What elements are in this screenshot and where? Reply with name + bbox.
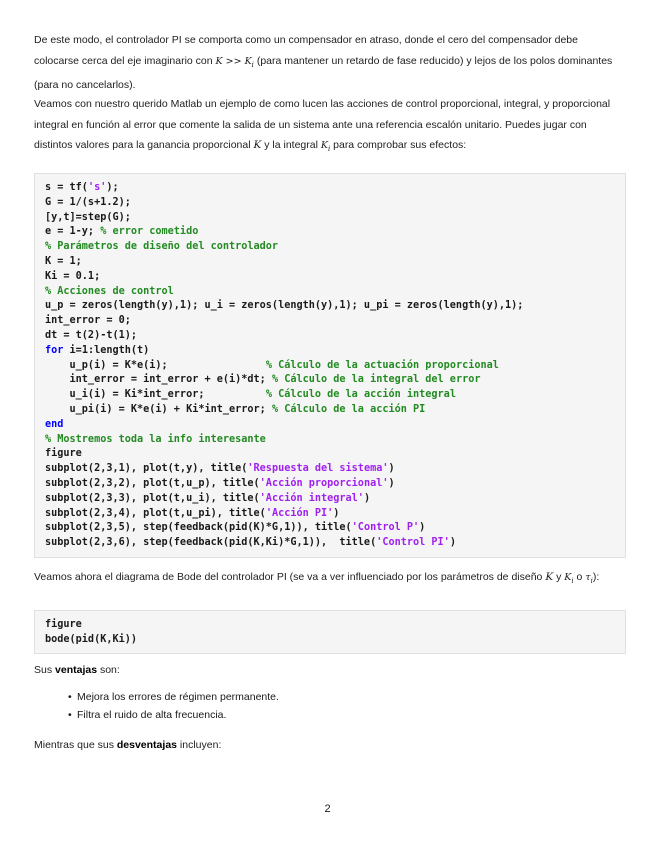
code-token: 'Control PI' [376,537,450,549]
code-block-matlab-pi [34,173,626,558]
code-token: bode(pid(K,Ki)) [45,633,138,645]
code-token: subplot(2,3,1), plot(t,y), title( [45,463,248,475]
code-token: G = 1/(s+1.2); [45,196,131,208]
code-token: ) [363,492,371,504]
code-line [45,507,615,522]
code-token: subplot(2,3,2), plot(t,u_p), title( [45,477,260,489]
code-token: ) [419,522,426,534]
code-token: figure [45,619,82,630]
code-token: subplot(2,3,6), step(feedback(pid(K,Ki)*G,1)), title( [45,537,377,549]
code-token: subplot(2,3,3), plot(t,u_i), title( [45,492,260,504]
code-line [45,285,615,300]
code-token: subplot(2,3,5), step(feedback(pid(K)*G,1)), title( [45,522,352,534]
code-token: dt = t(2)-t(1); [45,329,138,341]
code-token: % Parámetros de diseño del controlador [45,241,279,253]
code-line [45,536,615,551]
paragraph-bode-intro: Veamos ahora el diagrama de Bode del controlador PI (se va a ver influenciado por los parámetros de diseño K y $K_i$ o $\tau_i$): [34,571,600,585]
code-token: Ki = 0.1; [45,270,101,282]
code-token: ) [449,537,456,549]
code-token: ) [388,463,395,475]
code-line [45,418,615,433]
code-token: u_pi(i) = K*e(i) + Ki*int_error; [45,403,272,415]
code-token: 's' [87,182,107,193]
code-token: % Cálculo de la acción integral [265,389,456,401]
code-token: 'Acción proporcional' [259,477,389,489]
code-token: subplot(2,3,4), plot(t,u_pi), title( [45,507,266,519]
code-line [45,388,615,403]
code-token: u_p = zeros(length(y),1); u_i = zeros(length(y),1); u_pi = zeros(length(y),1); [45,300,524,312]
code-line [45,240,615,255]
code-token: ) [388,477,395,489]
code-line [45,433,615,448]
code-line [45,299,615,314]
list-item: • Filtra el ruido de alta frecuencia. [68,706,279,724]
code-line [45,618,615,633]
code-token: ); [106,182,119,193]
paragraph-matlab-example: Veamos con nuestro querido Matlab un ejemplo de como lucen las acciones de control proporcional, integral, y proporcional integral en función al error que comente la salida de un sistema ante una referencia escalón unitario. Puedes jugar con distintos valores para la ganancia proporcional K y la integral $K_i$ para comprobar sus efectos: [34,98,611,153]
code-token: K = 1; [45,255,82,267]
code-token: 'Acción integral' [259,492,364,504]
code-token: 'Acción PI' [265,507,334,519]
code-line [45,373,615,388]
code-line [45,403,615,418]
code-token: % Cálculo de la actuación proporcional [265,359,499,371]
code-line [45,462,615,477]
paragraph-pi-compensator: De este modo, el controlador PI se comporta como un compensador en atraso, donde el cero del compensador debe colocarse cerca del eje imaginario con $K >> K_i$ (para mantener un retardo de fase reducido) y lejos de los polos dominantes (para no cancelarlos). [34,34,613,91]
code-token: int_error = 0; [45,315,131,327]
code-block-bode [34,610,626,654]
paragraph-ventajas: Sus ventajas son: [34,664,120,676]
code-token: 'Respuesta del sistema' [247,463,389,475]
code-token: % error cometido [100,226,199,238]
code-line [45,633,615,648]
code-token: figure [45,448,82,460]
code-line [45,359,615,374]
advantages-list [68,688,279,724]
code-token: end [45,418,64,430]
code-line [45,447,615,462]
code-token: 'Control P' [351,522,420,534]
code-token: u_p(i) = K*e(i); [45,359,266,371]
code-token: [y,t]=step(G); [45,211,131,223]
code-line [45,255,615,270]
code-token: % Mostremos toda la info interesante [45,433,266,445]
code-line [45,492,615,507]
code-token: ) [333,507,340,519]
code-line [45,344,615,359]
code-line [45,329,615,344]
code-token: int_error = int_error + e(i)*dt; [45,374,272,386]
code-token: i=1:length(t) [69,344,150,356]
math-k-gg-ki: $K >> K_i$ [215,55,254,69]
code-token: % Acciones de control [45,285,174,297]
code-line [45,314,615,329]
code-token: e = 1-y; [45,226,101,238]
code-token: for [45,344,70,356]
paragraph-desventajas: Mientras que sus desventajas incluyen: [34,739,222,751]
list-item: • Mejora los errores de régimen permanente. [68,688,279,706]
code-token: s = tf( [45,182,88,193]
code-line [45,521,615,536]
code-line [45,211,615,226]
code-line [45,477,615,492]
code-token: % Cálculo de la integral del error [271,374,481,386]
code-token: % Cálculo de la acción PI [271,403,426,415]
page-number: 2 [324,803,331,815]
code-line [45,225,615,240]
code-line [45,270,615,285]
code-line [45,196,615,211]
code-line [45,181,615,196]
code-token: u_i(i) = Ki*int_error; [45,389,266,401]
